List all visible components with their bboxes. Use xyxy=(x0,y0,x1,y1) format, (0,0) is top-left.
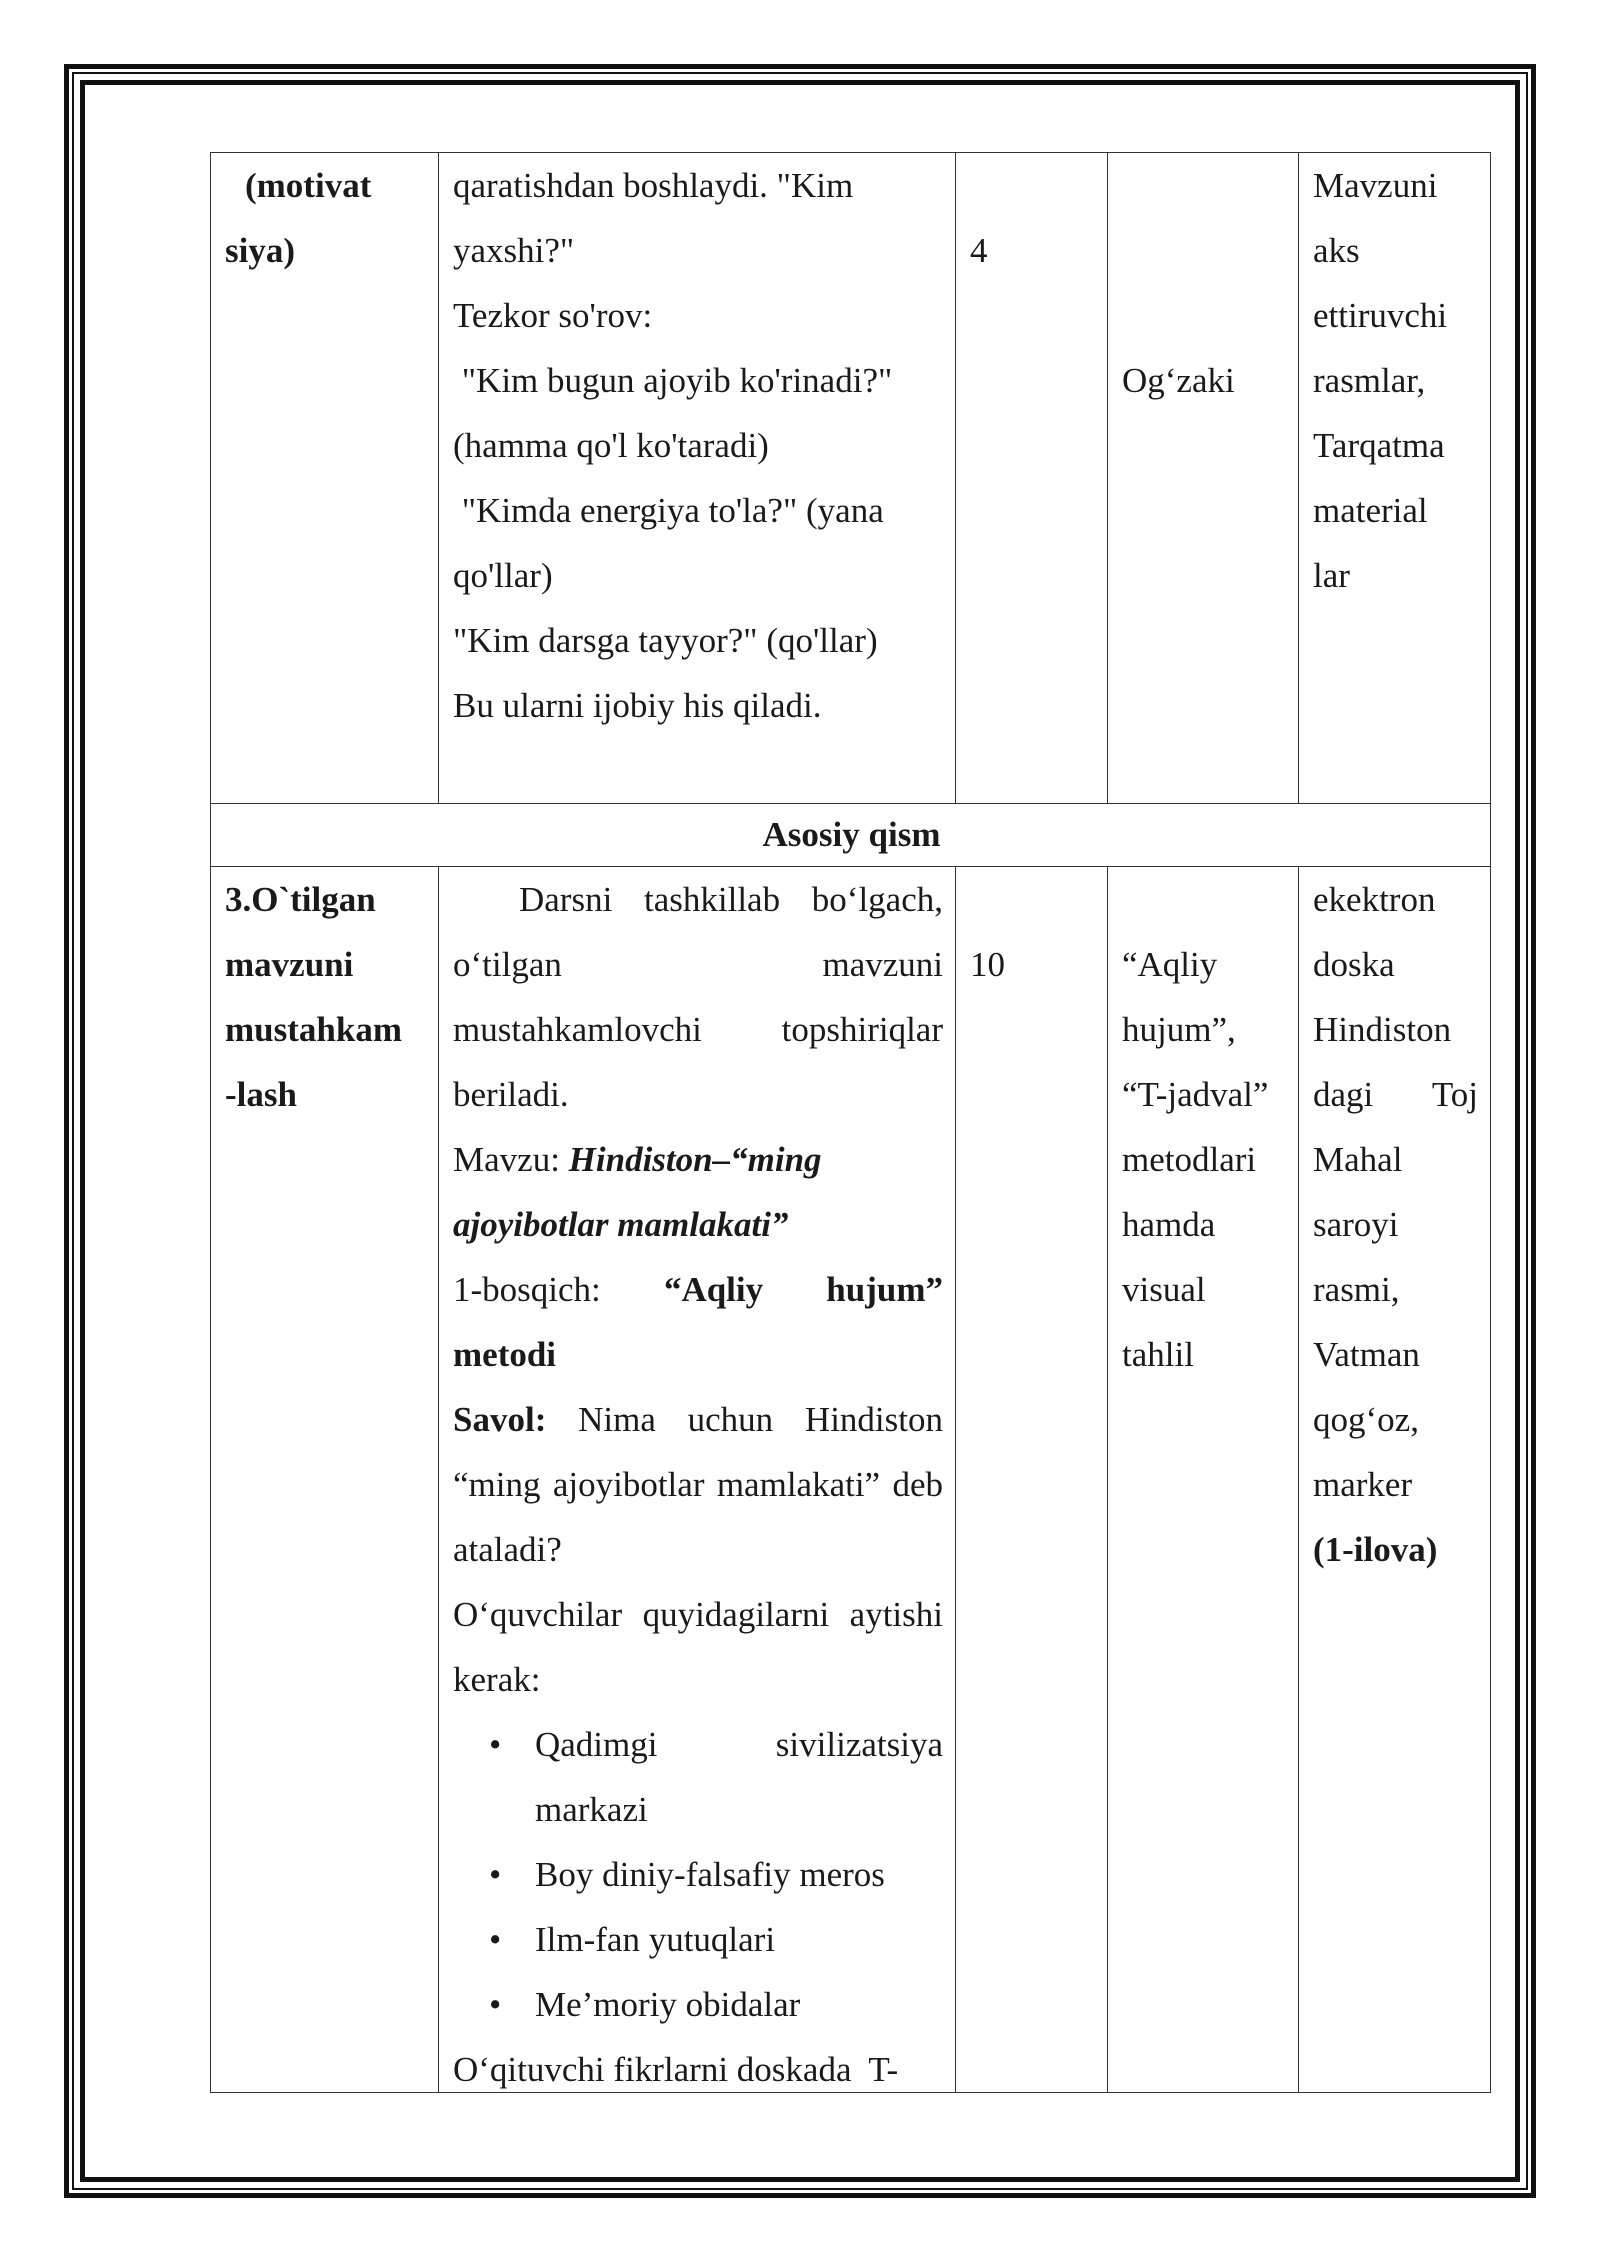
resources-line: aks xyxy=(1313,231,1360,270)
activity-line: "Kim bugun ajoyib ko'rinadi?" xyxy=(453,361,893,400)
intro-paragraph: Darsni tashkillab bo‘lgach, o‘tilgan mavzuni mustahkamlovchi topshiriqlar beriladi. xyxy=(453,880,943,1114)
activity-line: Bu ularni ijobiy his qiladi. xyxy=(453,686,822,725)
question-paragraph xyxy=(453,1387,943,1582)
time-value: 10 xyxy=(970,945,1005,984)
stage-cell xyxy=(211,153,439,804)
list-item: • Ilm-fan yutuqlari xyxy=(535,1907,943,1972)
table-row-consolidation xyxy=(211,867,1491,2093)
activity-cell xyxy=(439,153,956,804)
activity-line: (hamma qo'l ko'taradi) xyxy=(453,426,769,465)
activity-line: "Kim darsga tayyor?" (qo'llar) xyxy=(453,621,878,660)
resources-line: lar xyxy=(1313,556,1350,595)
list-item: • Me’moriy obidalar xyxy=(535,1972,943,2037)
closing-text: O‘qituvchi fikrlarni doskada T- xyxy=(453,2050,899,2089)
resources-line: ettiruvchi xyxy=(1313,296,1448,335)
method-cell xyxy=(1108,153,1299,804)
stage-line: -lash xyxy=(225,1075,297,1114)
activity-line: Tezkor so'rov: xyxy=(453,296,653,335)
resources-cell xyxy=(1299,153,1491,804)
activity-line: "Kimda energiya to'la?" (yana xyxy=(453,491,884,530)
list-item: • Boy diniy-falsafiy meros xyxy=(535,1842,943,1907)
lesson-plan-table xyxy=(210,152,1491,2093)
activity-line: qo'llar) xyxy=(453,556,553,595)
section-title: Asosiy qism xyxy=(211,804,1491,867)
stage-line: (motivat xyxy=(245,166,372,205)
time-cell xyxy=(956,867,1108,2093)
answers-list xyxy=(453,1712,943,2037)
topic-paragraph xyxy=(453,1127,943,1257)
stage1-method: “Aqliy hujum” metodi xyxy=(453,1270,943,1374)
topic-title: Hindiston–“ming ajoyibotlar mamlakati” xyxy=(453,1140,822,1244)
stage1-paragraph xyxy=(453,1257,943,1387)
stage-line: 3.O`tilgan xyxy=(225,880,376,919)
method-cell xyxy=(1108,867,1299,2093)
method-value: Og‘zaki xyxy=(1122,361,1235,400)
resources-line: Mavzuni xyxy=(1313,166,1438,205)
topic-label: Mavzu: xyxy=(453,1140,569,1179)
resources-line: rasmlar, xyxy=(1313,361,1426,400)
resources-reference: (1-ilova) xyxy=(1313,1530,1438,1569)
stage-line: mavzuni xyxy=(225,945,354,984)
section-header-row xyxy=(211,804,1491,867)
resources-line: material xyxy=(1313,491,1428,530)
resources-line: Tarqatma xyxy=(1313,426,1445,465)
resources-cell xyxy=(1299,867,1491,2093)
stage-line: siya) xyxy=(225,231,295,270)
activity-line: qaratishdan boshlaydi. "Kim xyxy=(453,166,854,205)
stage1-label: 1-bosqich: xyxy=(453,1270,664,1309)
stage-line: mustahkam xyxy=(225,1010,402,1049)
method-value: “Aqliy hujum”, “T-jadval” metodlari hamda visual tahlil xyxy=(1122,945,1269,1374)
question-text: Nima uchun Hindiston “ming ajoyibotlar mamlakati” deb ataladi? xyxy=(453,1400,943,1569)
time-cell xyxy=(956,153,1108,804)
time-value: 4 xyxy=(970,231,988,270)
list-item: • Qadimgi sivilizatsiya markazi xyxy=(535,1712,943,1842)
stage-cell xyxy=(211,867,439,2093)
answers-intro: O‘quvchilar quyidagilarni aytishi kerak: xyxy=(453,1595,943,1699)
table-row-motivation xyxy=(211,153,1491,804)
activity-cell xyxy=(439,867,956,2093)
activity-line: yaxshi?" xyxy=(453,231,575,270)
question-label: Savol: xyxy=(453,1400,547,1439)
resources-text: ekektron doska Hindiston dagi Toj Mahal saroyi rasmi, Vatman qog‘oz, marker xyxy=(1313,880,1478,1504)
